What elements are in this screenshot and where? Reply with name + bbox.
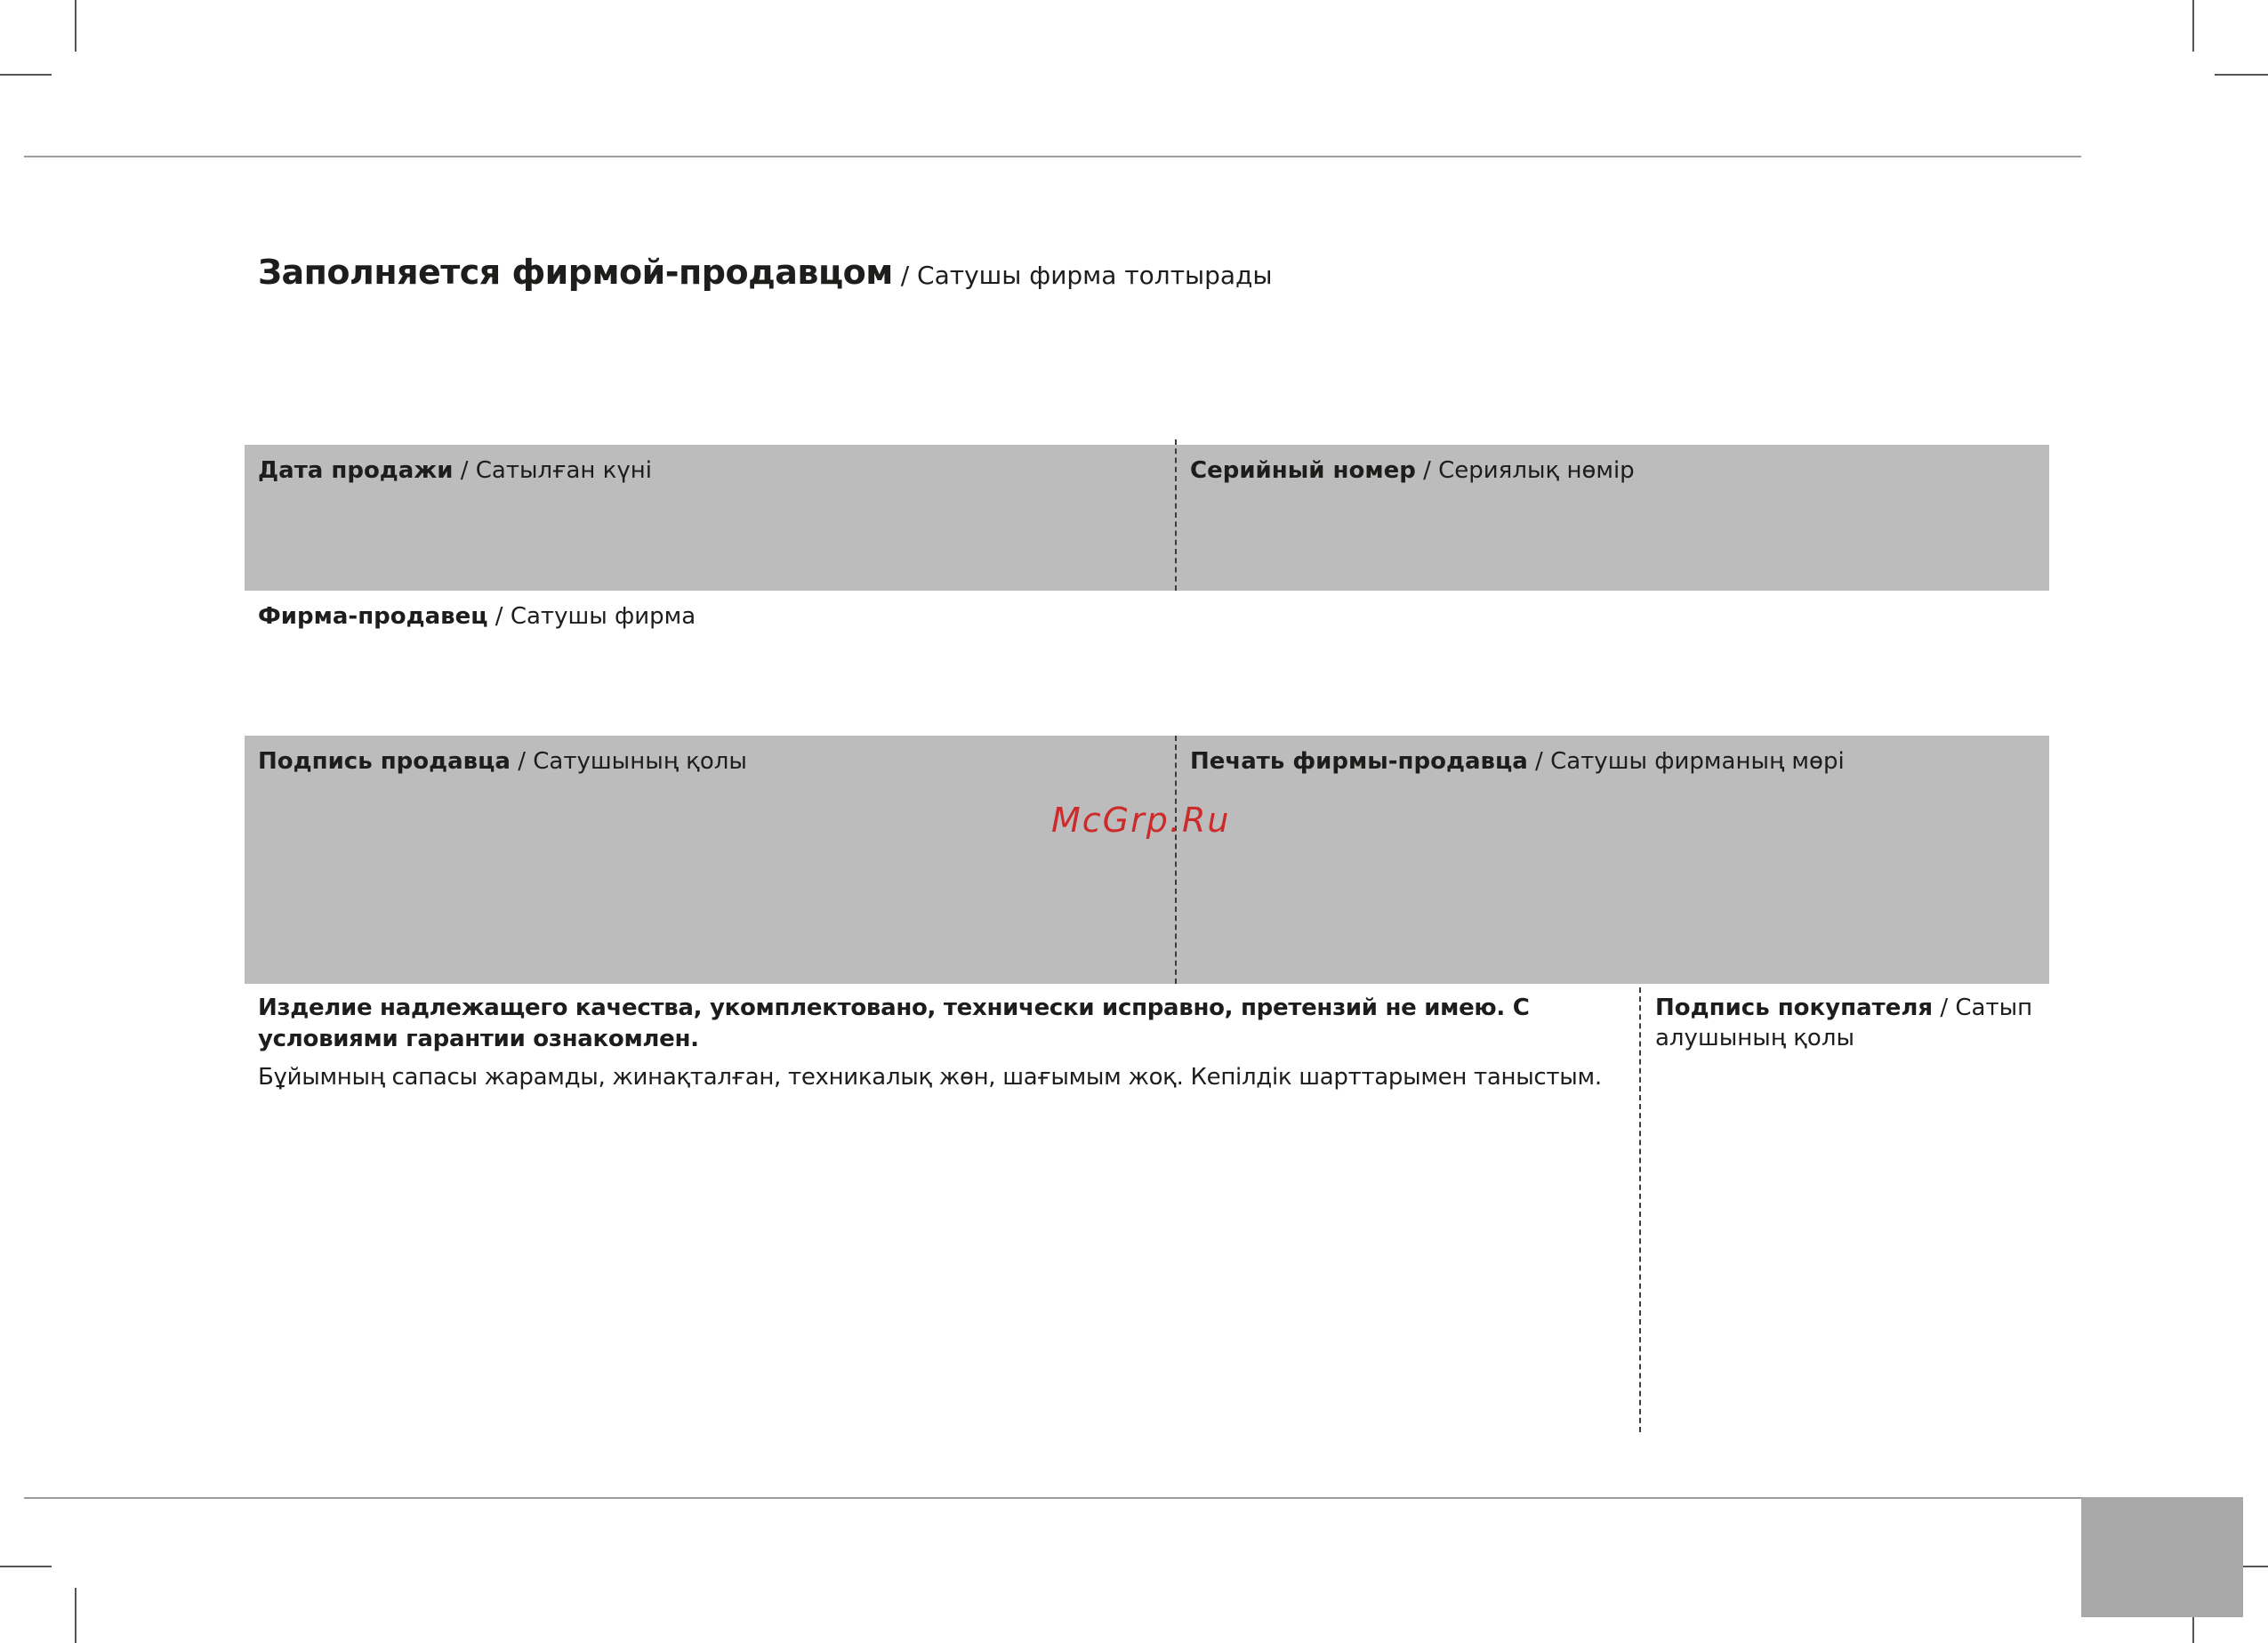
watermark-text: McGrp.Ru — [1051, 801, 1231, 840]
title-bold: Заполняется фирмой-продавцом — [258, 253, 893, 292]
page-title — [258, 253, 1273, 292]
buyer-signature-label — [1655, 993, 2047, 1053]
seller-stamp-bold: Печать фирмы-продавца — [1190, 748, 1528, 775]
statement-regular: Бұйымның сапасы жарамды, жинақталған, техникалық жөн, шағымым жоқ. Кепілдік шарттарымен таныстым. — [258, 1064, 1602, 1091]
seller-signature-label — [258, 746, 747, 777]
buyer-statement — [258, 993, 1632, 1093]
crop-mark — [2215, 74, 2268, 76]
seller-stamp-label — [1190, 746, 1845, 777]
crop-mark — [0, 74, 52, 76]
crop-mark — [2192, 0, 2194, 52]
serial-number-label — [1190, 455, 1635, 486]
title-separator: / — [892, 261, 918, 290]
sale-date-regular: / Сатылған күні — [453, 457, 652, 484]
crop-mark — [75, 1588, 76, 1643]
crop-mark — [0, 1566, 52, 1567]
seller-signature-bold: Подпись продавца — [258, 748, 511, 775]
seller-stamp-regular: / Сатушы фирманың мөрі — [1527, 748, 1845, 775]
page-number-block — [2081, 1497, 2243, 1617]
serial-number-regular: / Сериялық нөмір — [1415, 457, 1635, 484]
title-regular: Сатушы фирма толтырады — [917, 261, 1273, 290]
bottom-rule — [24, 1497, 2081, 1499]
buyer-signature-bold: Подпись покупателя — [1655, 995, 1934, 1021]
sale-date-label — [258, 455, 652, 486]
sale-date-bold: Дата продажи — [258, 457, 454, 484]
seller-firm-regular: / Сатушы фирма — [487, 603, 696, 630]
buyer-signature-regular: / Сатып алушының қолы — [1655, 995, 2033, 1051]
sale-info-divider — [1175, 439, 1177, 591]
signature-divider — [1175, 736, 1177, 984]
seller-firm-bold: Фирма-продавец — [258, 603, 488, 630]
crop-mark — [75, 0, 76, 52]
statement-bold: Изделие надлежащего качества, укомплектовано, технически исправно, претензий не имею. С условиями гарантии ознакомлен. — [258, 995, 1530, 1052]
seller-signature-regular: / Сатушының қолы — [510, 748, 747, 775]
serial-number-bold: Серийный номер — [1190, 457, 1416, 484]
top-rule — [24, 156, 2081, 157]
seller-firm-label — [258, 601, 696, 632]
buyer-signature-divider — [1639, 987, 1641, 1432]
